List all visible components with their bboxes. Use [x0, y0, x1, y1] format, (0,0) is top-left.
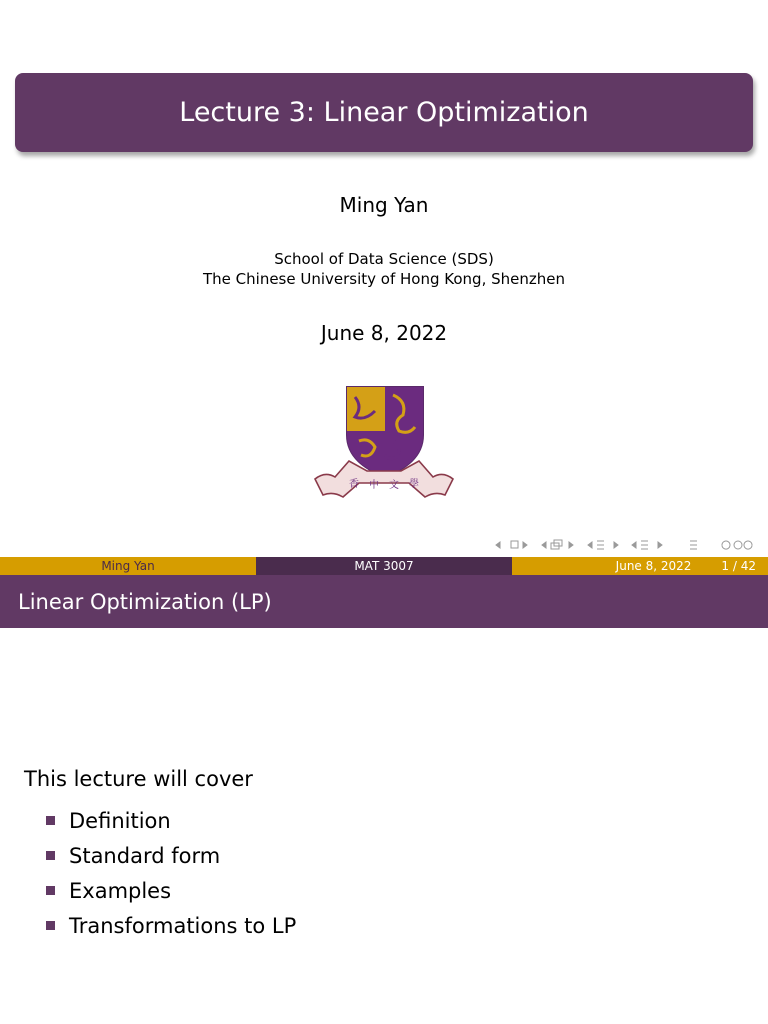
list-item: Examples: [46, 873, 296, 908]
footer-page-number: 1 / 42: [721, 559, 756, 573]
nav-prev-section-icon: [588, 542, 592, 548]
crest-char-3: 文: [389, 480, 399, 491]
institute-line-1: School of Data Science (SDS): [274, 250, 494, 268]
topic-list: [46, 803, 296, 943]
slide-title-box: [15, 73, 753, 152]
bullet-square-icon: [46, 816, 55, 825]
nav-prev-frame-icon: [496, 542, 500, 548]
institute-line-2: The Chinese University of Hong Kong, Shenzhen: [203, 270, 565, 288]
footer-course: MAT 3007: [256, 557, 512, 575]
forward-icon: [744, 541, 752, 549]
bullet-square-icon: [46, 886, 55, 895]
back-icon: [722, 541, 730, 549]
nav-next-frame-icon: [523, 542, 527, 548]
list-item: Definition: [46, 803, 296, 838]
crest-char-1: 香: [349, 479, 359, 490]
beamer-navigation-bar[interactable]: [494, 537, 764, 553]
frame-icon: [511, 541, 518, 548]
list-item: Standard form: [46, 838, 296, 873]
bullet-square-icon: [46, 921, 55, 930]
bullet-square-icon: [46, 851, 55, 860]
footer-author: Ming Yan: [0, 557, 256, 575]
nav-next-section-icon: [614, 542, 618, 548]
footer-date: June 8, 2022: [615, 559, 692, 573]
frame-title-bar: [0, 575, 768, 628]
frame-title: Linear Optimization (LP): [18, 589, 272, 614]
list-item: Transformations to LP: [46, 908, 296, 943]
nav-prev-subsection-icon: [542, 542, 546, 548]
crest-char-2: 中: [369, 480, 379, 491]
lecture-date: June 8, 2022: [320, 321, 448, 345]
slide-title: Lecture 3: Linear Optimization: [179, 97, 589, 128]
nav-next-subsubsection-icon: [658, 542, 662, 548]
nav-prev-subsubsection-icon: [632, 542, 636, 548]
author-name: Ming Yan: [339, 193, 429, 217]
nav-next-subsection-icon: [569, 542, 573, 548]
university-crest-logo: [309, 383, 459, 501]
crest-char-4: 學: [409, 479, 419, 490]
intro-text: This lecture will cover: [24, 767, 253, 791]
footer-bar: [0, 557, 768, 575]
search-icon: [734, 541, 742, 549]
footer-date-page: [512, 557, 768, 575]
